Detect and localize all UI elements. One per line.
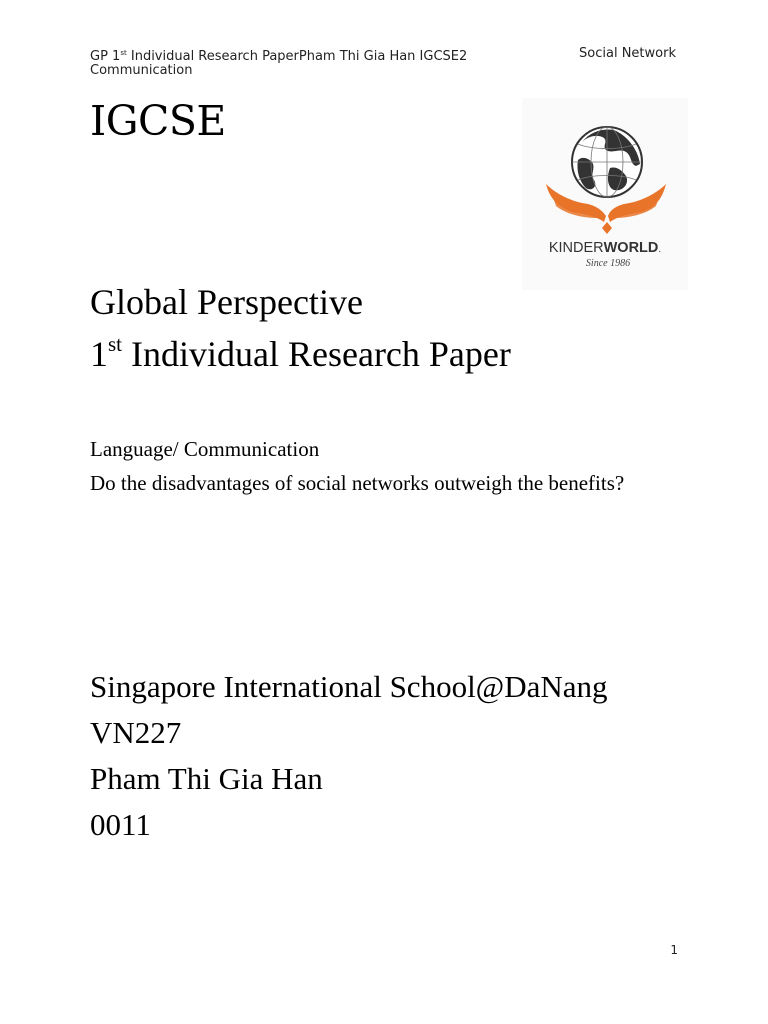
page-number: 1 — [670, 943, 678, 957]
research-question: Do the disadvantages of social networks outweigh the benefits? — [90, 471, 625, 495]
paper-heading — [90, 332, 511, 376]
logo-brand-text: KINDERWORLD. — [548, 240, 662, 256]
paper-superscript: st — [108, 332, 123, 356]
logo-since-text: Since 1986 — [585, 258, 631, 269]
subject-heading: Global Perspective — [90, 282, 363, 322]
paper-number: 1 — [90, 334, 108, 374]
header-superscript: st — [120, 49, 127, 57]
globe-icon — [572, 127, 642, 197]
document-title: IGCSE — [90, 97, 226, 145]
school-name: Singapore International School@DaNang — [90, 669, 608, 704]
header-prefix: GP 1 — [90, 49, 121, 64]
logo-graphic — [522, 98, 688, 290]
student-info — [90, 664, 608, 848]
student-name: Pham Thi Gia Han — [90, 761, 323, 796]
kinderworld-logo — [522, 98, 688, 290]
header-second-line: Communication — [90, 63, 193, 78]
paper-title-rest: Individual Research Paper — [122, 334, 511, 374]
topic-line: Language/ Communication — [90, 437, 320, 461]
header-right-text: Social Network — [579, 46, 676, 61]
candidate-number: 0011 — [90, 807, 151, 842]
centre-number: VN227 — [90, 715, 182, 750]
header-rest: Individual Research PaperPham Thi Gia Han IGCSE2 — [126, 49, 468, 64]
